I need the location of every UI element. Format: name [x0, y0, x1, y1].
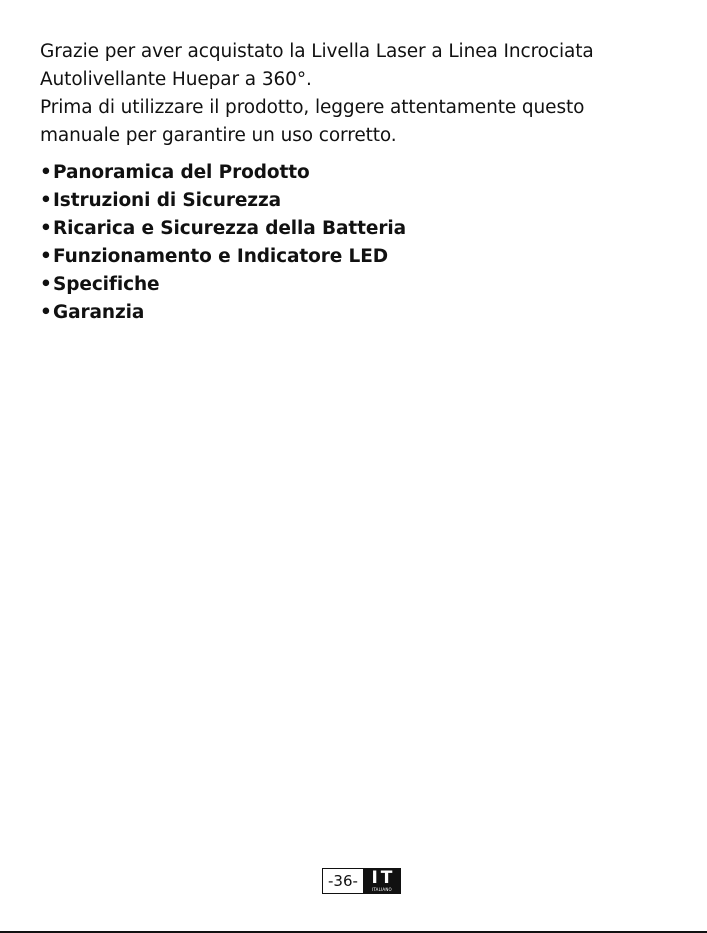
toc-item-label: Garanzia	[53, 302, 145, 323]
intro-line: Autolivellante Huepar a 360°.	[40, 69, 312, 90]
intro-text	[40, 38, 680, 150]
toc-item-panoramica	[40, 159, 406, 187]
toc-item-istruzioni	[40, 187, 406, 215]
table-of-contents	[40, 159, 406, 327]
toc-item-garanzia	[40, 299, 406, 327]
language-code: IT	[371, 868, 396, 888]
bullet-icon: •	[40, 274, 52, 295]
toc-item-label: Istruzioni di Sicurezza	[53, 190, 282, 211]
toc-item-label: Panoramica del Prodotto	[53, 162, 310, 183]
toc-item-funzionamento	[40, 243, 406, 271]
bullet-icon: •	[40, 162, 52, 183]
toc-item-label: Ricarica e Sicurezza della Batteria	[53, 218, 406, 239]
bullet-icon: •	[40, 302, 52, 323]
language-badge	[363, 868, 401, 894]
intro-line: manuale per garantire un uso corretto.	[40, 125, 397, 146]
page-number: -36-	[322, 868, 363, 894]
language-name: ITALIANO	[371, 887, 392, 892]
bullet-icon: •	[40, 246, 52, 267]
toc-item-label: Funzionamento e Indicatore LED	[53, 246, 389, 267]
bullet-icon: •	[40, 190, 52, 211]
bullet-icon: •	[40, 218, 52, 239]
toc-item-specifiche	[40, 271, 406, 299]
toc-item-ricarica	[40, 215, 406, 243]
toc-item-label: Specifiche	[53, 274, 160, 295]
intro-line: Grazie per aver acquistato la Livella Laser a Linea Incrociata	[40, 41, 594, 62]
intro-line: Prima di utilizzare il prodotto, leggere attentamente questo	[40, 97, 585, 118]
page-footer	[322, 868, 401, 894]
